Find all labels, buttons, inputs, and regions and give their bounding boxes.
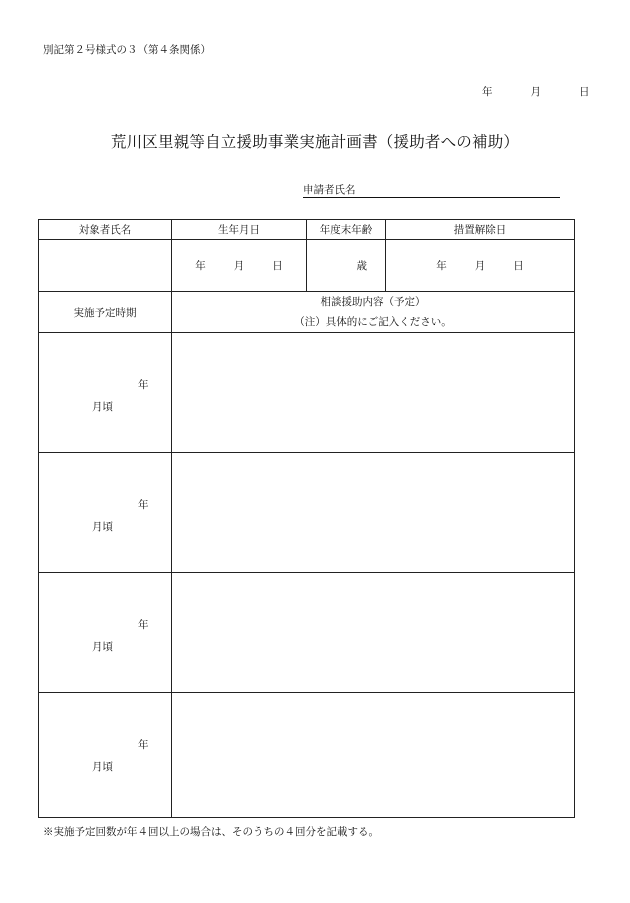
plan-table: [38, 219, 575, 818]
header-content: [172, 292, 575, 333]
date-day-unit: 日: [579, 86, 590, 98]
content-cell-1[interactable]: [172, 333, 575, 453]
birth-year-unit: 年: [195, 260, 206, 272]
period-month-unit-2: 月頃: [92, 521, 113, 533]
period-cell-3[interactable]: [39, 573, 172, 693]
applicant-name-field[interactable]: [303, 182, 560, 198]
plan-row-1: [39, 333, 575, 453]
date-line: [482, 84, 590, 99]
release-year-unit: 年: [436, 260, 447, 272]
birth-month-unit: 月: [233, 260, 245, 272]
age-cell[interactable]: [307, 240, 386, 292]
plan-row-3: [39, 573, 575, 693]
period-year-unit-2: 年: [138, 499, 149, 511]
period-year-unit-4: 年: [138, 739, 149, 751]
release-month-unit: 月: [474, 260, 486, 272]
content-cell-2[interactable]: [172, 453, 575, 573]
content-cell-4[interactable]: [172, 693, 575, 818]
age-unit: 歳: [356, 260, 367, 272]
applicant-name-label: 申請者氏名: [303, 184, 356, 196]
date-month-unit: 月: [530, 86, 541, 98]
date-year-unit: 年: [482, 86, 493, 98]
period-year-unit-1: 年: [138, 379, 149, 391]
form-reference: 別記第２号様式の３（第４条関係）: [43, 44, 211, 56]
period-cell-4[interactable]: [39, 693, 172, 818]
header-period: 実施予定時期: [39, 292, 172, 333]
period-header-row: [39, 292, 575, 333]
header-subject-name: 対象者氏名: [39, 220, 172, 240]
content-header-note: （注）具体的にご記入ください。: [294, 316, 452, 328]
period-month-unit-3: 月頃: [92, 641, 113, 653]
release-day-unit: 日: [513, 260, 524, 272]
birthdate-cell[interactable]: [172, 240, 307, 292]
content-cell-3[interactable]: [172, 573, 575, 693]
plan-row-2: [39, 453, 575, 573]
content-header-label: 相談援助内容（予定）: [320, 296, 426, 308]
period-month-unit-4: 月頃: [92, 761, 113, 773]
period-cell-2[interactable]: [39, 453, 172, 573]
header-release-date: 措置解除日: [386, 220, 575, 240]
document-title: 荒川区里親等自立援助事業実施計画書（援助者への補助）: [110, 133, 520, 151]
subject-row: [39, 240, 575, 292]
period-cell-1[interactable]: [39, 333, 172, 453]
subject-name-cell[interactable]: [39, 240, 172, 292]
header-age-at-year-end: 年度末年齢: [307, 220, 386, 240]
plan-row-4: [39, 693, 575, 818]
period-month-unit-1: 月頃: [92, 401, 113, 413]
birth-day-unit: 日: [272, 260, 283, 272]
period-year-unit-3: 年: [138, 619, 149, 631]
header-birthdate: 生年月日: [172, 220, 307, 240]
footnote: ※実施予定回数が年４回以上の場合は、そのうちの４回分を記載する。: [43, 826, 379, 838]
header-row: [39, 220, 575, 240]
release-date-cell[interactable]: [386, 240, 575, 292]
